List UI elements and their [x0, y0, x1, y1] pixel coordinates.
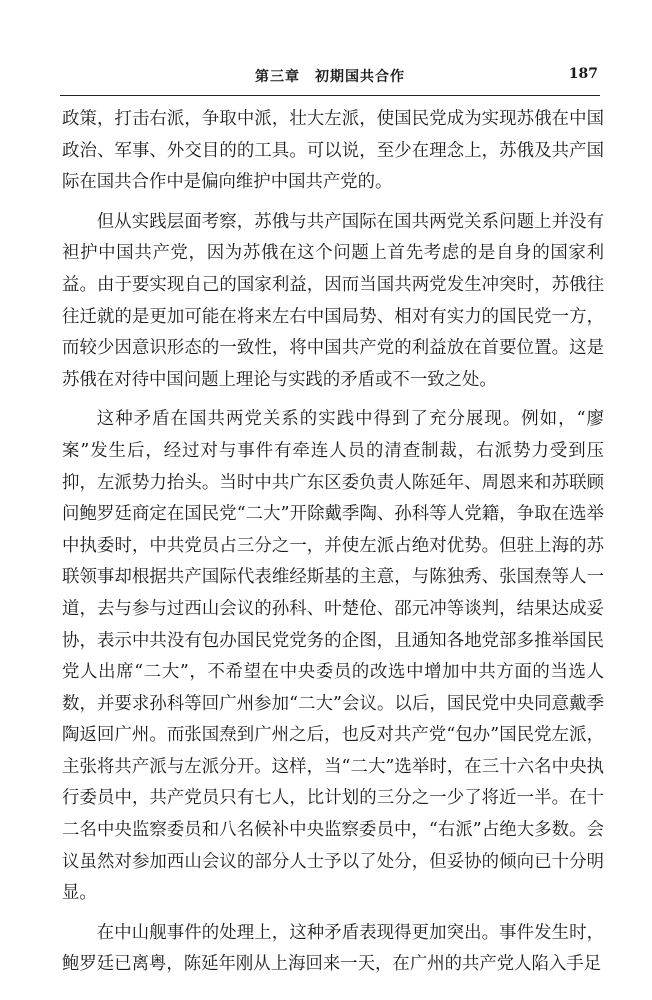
body-text [62, 104, 604, 989]
chapter-title: 第三章 初期国共合作 [255, 69, 405, 85]
paragraph: 但从实践层面考察，苏俄与共产国际在国共两党关系问题上并没有袒护中国共产党，因为苏俄在这个问题上首先考虑的是自身的国家利益。由于要实现自己的国家利益，因而当国共两党发生冲突时，苏俄往往迁就的是更加可能在将来左右中国局势、相对有实力的国民党一方，而较少因意识形态的一致性，将中国共产党的利益放在首要位置。这是苏俄在对待中国问题上理论与实践的矛盾或不一致之处。 [62, 211, 604, 390]
header-divider [60, 95, 600, 96]
paragraph-continued: 政策，打击右派，争取中派，壮大左派，使国民党成为实现苏俄在中国政治、军事、外交目的的工具。可以说，至少在理念上，苏俄及共产国际在国共合作中是偏向维护中国共产党的。 [62, 109, 604, 193]
page-number: 187 [568, 66, 598, 82]
paragraph: 这种矛盾在国共两党关系的实践中得到了充分展现。例如，“廖案”发生后，经过对与事件有牵连人员的清查制裁，右派势力受到压抑，左派势力抬头。当时中共广东区委负责人陈延年、周恩来和苏联顾问鲍罗廷商定在国民党“二大”开除戴季陶、孙科等人党籍，争取在选举中执委时，中共党员占三分之一，并使左派占绝对优势。但驻上海的苏联领事却根据共产国际代表维经斯基的主意，与陈独秀、张国焘等人一道，去与参与过西山会议的孙科、叶楚伧、邵元冲等谈判，结果达成妥协，表示中共没有包办国民党党务的企图，且通知各地党部多推举国民党人出席“二大”，不希望在中央委员的改选中增加中共方面的当选人数，并要求孙科等回广州参加“二大”会议。以后，国民党中央同意戴季陶返回广州。而张国焘到广州之后，也反对共产党“包办”国民党左派，主张将共产派与左派分开。这样，当“二大”选举时，在三十六名中央执行委员中，共产党员只有七人，比计划的三分之一少了将近一半。在十二名中央监察委员和八名候补中央监察委员中，“右派”占绝大多数。会议虽然对参加西山会议的部分人士予以了处分，但妥协的倾向已十分明显。 [62, 409, 604, 904]
paragraph: 在中山舰事件的处理上，这种矛盾表现得更加突出。事件发生时，鲍罗廷已离粤，陈延年刚从上海回来一天，在广州的共产党人陷入手足 [62, 922, 604, 975]
running-header [60, 66, 600, 90]
